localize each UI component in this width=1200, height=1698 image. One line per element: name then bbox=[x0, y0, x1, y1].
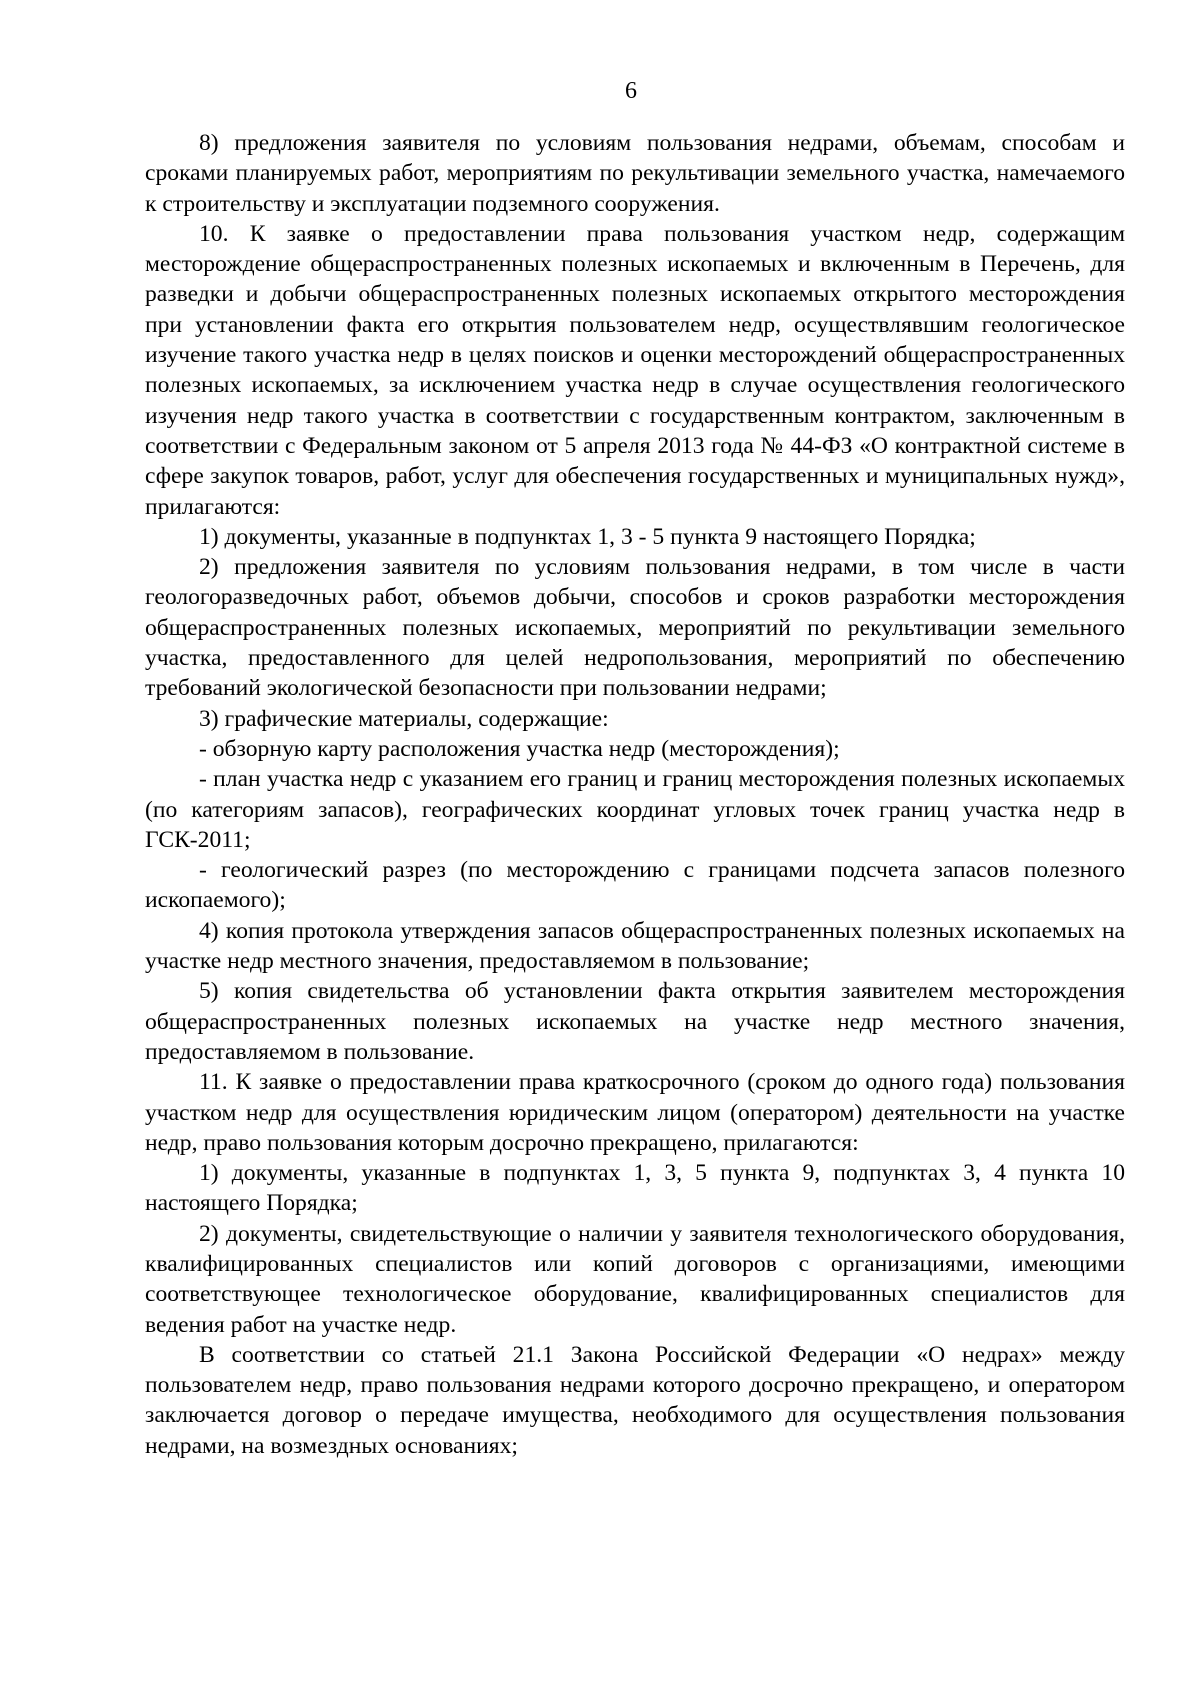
paragraph-10-item-3: 3) графические материалы, содержащие: bbox=[199, 705, 609, 732]
paragraph-10-item-3-site-plan: - план участка недр с указанием его границ и границ месторождения полезных ископаемых (по категориям запасов), географических координат угловых точек границ участка недр в ГСК-2011; bbox=[145, 766, 1125, 853]
paragraph-10-item-3-geological-section: - геологический разрез (по месторождению с границами подсчета запасов полезного ископаемого); bbox=[145, 857, 1125, 914]
paragraph-10-item-3-overview-map: - обзорную карту расположения участка недр (месторождения); bbox=[199, 735, 840, 762]
paragraph-11-item-2: 2) документы, свидетельствующие о наличии у заявителя технологического оборудования, квалифицированных специалистов или копий договоров с организациями, имеющими соответствующее технологическое оборудование, квалифицированных специалистов для ведения работ на участке недр. bbox=[145, 1220, 1125, 1338]
paragraph-10-item-4: 4) копия протокола утверждения запасов общераспространенных полезных ископаемых на участке недр местного значения, предоставляемом в пользование; bbox=[145, 917, 1125, 975]
paragraph-section-10: 10. К заявке о предоставлении права пользования участком недр, содержащим месторождение общераспространенных полезных ископаемых и включенным в Перечень, для разведки и добычи общераспространенных полезных ископаемых открытого месторождения при установлении факта его открытия пользователем недр, осуществлявшим геологическое изучение такого участка недр в целях поисков и оценки месторождений общераспространенных полезных ископаемых, за исключением участка недр в случае осуществления геологического изучения недр такого участка в соответствии с государственным контрактом, заключенным в соответствии с Федеральным законом от 5 апреля 2013 года № 44-ФЗ «О контрактной системе в сфере закупок товаров, работ, услуг для обеспечения государственных и муниципальных нужд», прилагаются: bbox=[145, 220, 1125, 520]
paragraph-section-11: 11. К заявке о предоставлении права краткосрочного (сроком до одного года) пользования участком недр для осуществления юридическим лицом (оператором) деятельности на участке недр, право пользования которым досрочно прекращено, прилагаются: bbox=[145, 1069, 1125, 1156]
document-body bbox=[145, 128, 1125, 1461]
paragraph-11-item-1: 1) документы, указанные в подпунктах 1, 3, 5 пункта 9, подпунктах 3, 4 пункта 10 настоящего Порядка; bbox=[145, 1160, 1125, 1217]
paragraph-10-item-5: 5) копия свидетельства об установлении факта открытия заявителем месторождения общераспространенных полезных ископаемых на участке недр местного значения, предоставляемом в пользование. bbox=[145, 978, 1125, 1065]
paragraph-10-item-1: 1) документы, указанные в подпунктах 1, 3 - 5 пункта 9 настоящего Порядка; bbox=[199, 523, 976, 550]
page-number: 6 bbox=[625, 78, 637, 104]
paragraph-item-8-proposals: 8) предложения заявителя по условиям пользования недрами, объемам, способам и сроками планируемых работ, мероприятиям по рекультивации земельного участка, намечаемого к строительству и эксплуатации подземного сооружения. bbox=[145, 130, 1125, 217]
paragraph-10-item-2: 2) предложения заявителя по условиям пользования недрами, в том числе в части геологоразведочных работ, объемов добычи, способов и сроков разработки месторождения общераспространенных полезных ископаемых, мероприятий по рекультивации земельного участка, предоставленного для целей недропользования, мероприятий по обеспечению требований экологической безопасности при пользовании недрами; bbox=[145, 554, 1125, 702]
paragraph-article-21-1: В соответствии со статьей 21.1 Закона Российской Федерации «О недрах» между пользователем недр, право пользования недрами которого досрочно прекращено, и оператором заключается договор о передаче имущества, необходимого для осуществления пользования недрами, на возмездных основаниях; bbox=[145, 1341, 1125, 1459]
